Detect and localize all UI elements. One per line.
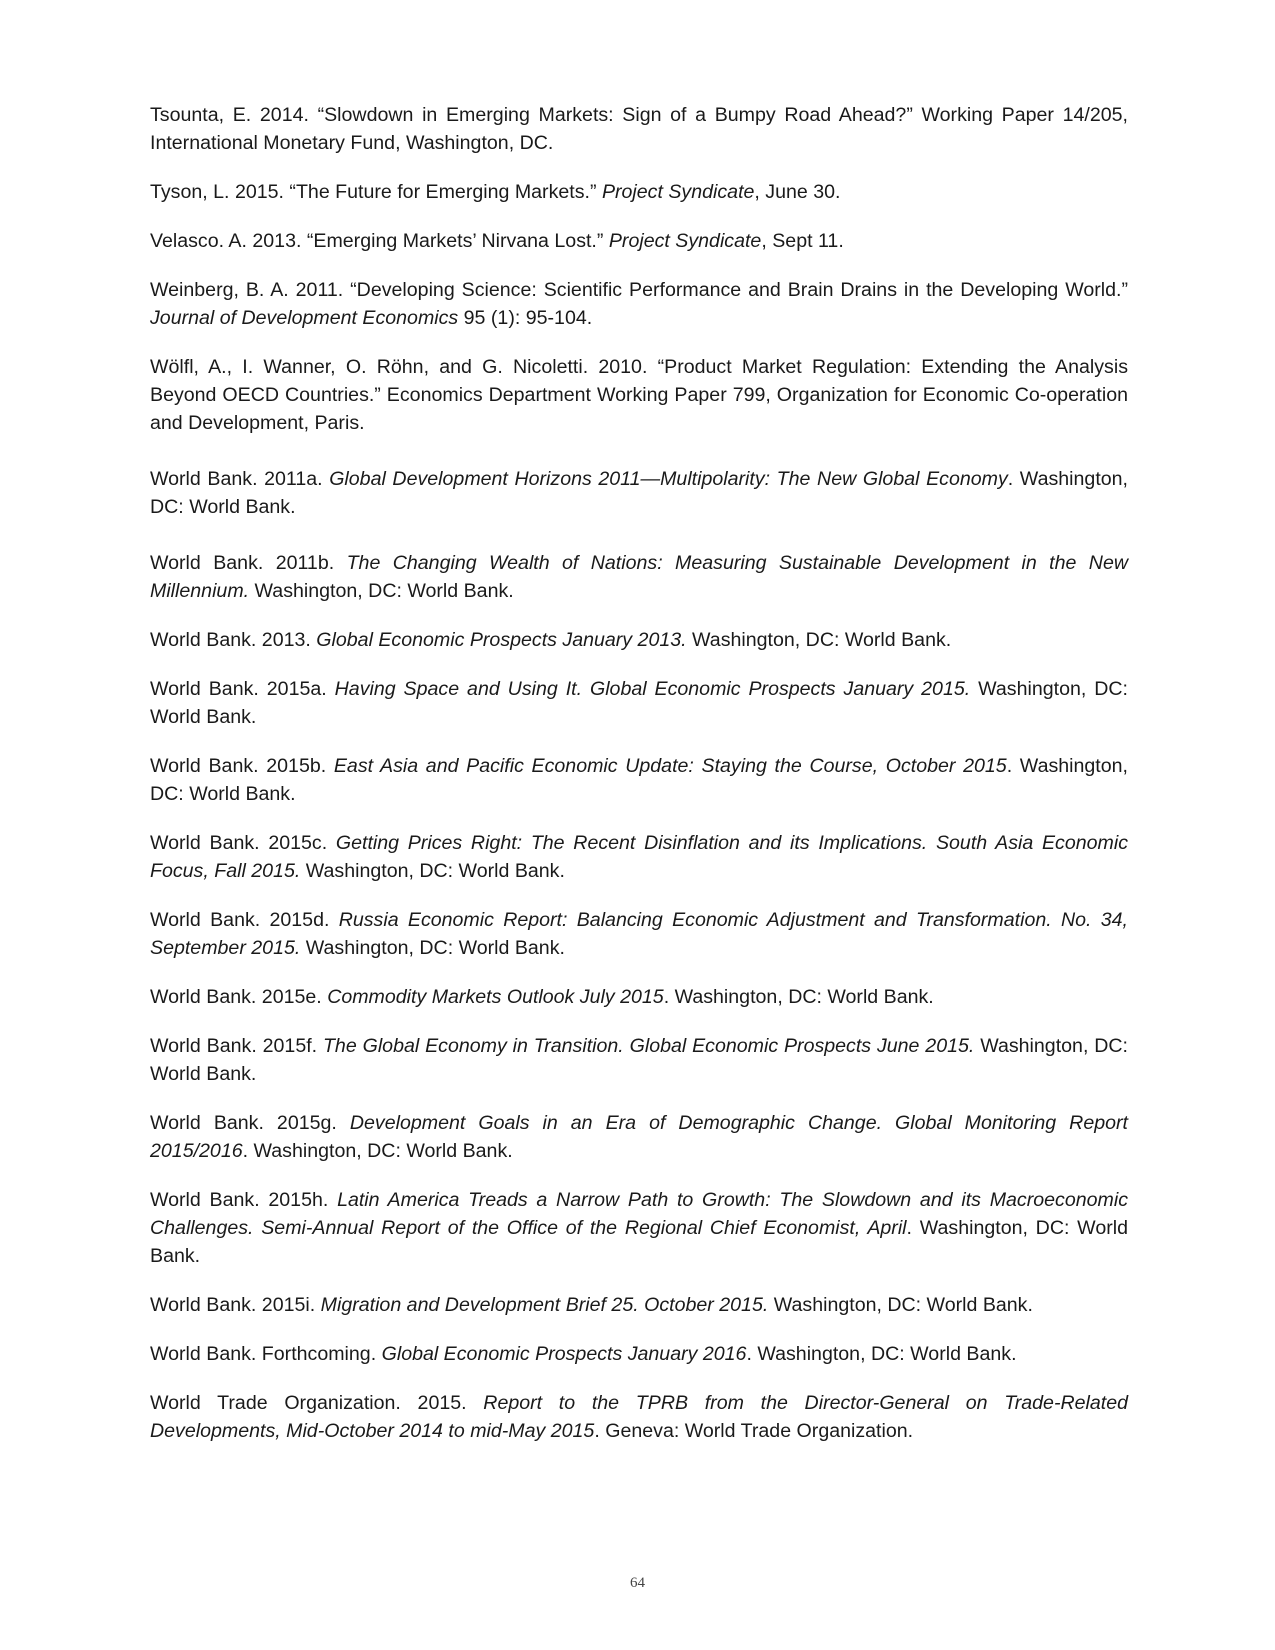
reference-entry <box>150 1186 1128 1270</box>
reference-text: Tsounta, E. 2014. “Slowdown in Emerging Markets: Sign of a Bumpy Road Ahead?” Working Paper 14/205, International Monetary Fund, Washington, DC. <box>150 104 1128 154</box>
reference-title-italic: Global Economic Prospects January 2013. <box>316 629 687 651</box>
reference-entry <box>150 626 1128 654</box>
reference-title-italic: Global Economic Prospects January 2016 <box>381 1343 747 1365</box>
reference-title-italic: Project Syndicate <box>601 181 755 203</box>
reference-entry <box>150 465 1128 521</box>
reference-entry <box>150 1389 1128 1445</box>
reference-title-italic: The Changing Wealth of Nations: Measuring Sustainable Development in the New Millennium. <box>150 552 1128 602</box>
reference-text: Tyson, L. 2015. “The Future for Emerging Markets.” <box>150 181 602 203</box>
reference-title-italic: Latin America Treads a Narrow Path to Growth: The Slowdown and its Macroeconomic Challenges. Semi-Annual Report of the Office of the Regional Chief Economist, April <box>150 1189 1128 1239</box>
reference-text: World Bank. 2015a. <box>150 678 335 700</box>
reference-title-italic: Migration and Development Brief 25. October 2015. <box>320 1294 769 1316</box>
reference-title-italic: Commodity Markets Outlook July 2015 <box>327 986 664 1008</box>
reference-text: . Washington, DC: World Bank. <box>150 468 1128 518</box>
reference-entry <box>150 1340 1128 1368</box>
reference-text: World Bank. 2015e. <box>150 986 328 1008</box>
reference-text: World Bank. 2013. <box>150 629 317 651</box>
reference-entry <box>150 1109 1128 1165</box>
reference-title-italic: East Asia and Pacific Economic Update: Staying the Course, October 2015 <box>333 755 1007 777</box>
reference-text: World Bank. 2015h. <box>150 1189 338 1211</box>
reference-title-italic: Project Syndicate <box>608 230 762 252</box>
reference-text: Wölfl, A., I. Wanner, O. Röhn, and G. Nicoletti. 2010. “Product Market Regulation: Extending the Analysis Beyond OECD Countries.” Economics Department Working Paper 799, Organization for Economic Co-operation and Development, Paris. <box>150 356 1128 434</box>
reference-text: Washington, DC: World Bank. <box>300 937 565 959</box>
reference-entry <box>150 1032 1128 1088</box>
reference-entry <box>150 983 1128 1011</box>
reference-text: . Washington, DC: World Bank. <box>150 755 1128 805</box>
reference-text: , Sept 11. <box>761 230 844 252</box>
reference-text: World Bank. 2015b. <box>150 755 334 777</box>
reference-entry <box>150 178 1128 206</box>
reference-entry <box>150 1291 1128 1319</box>
reference-text: World Trade Organization. 2015. <box>150 1392 484 1414</box>
reference-entry <box>150 752 1128 808</box>
reference-entry <box>150 227 1128 255</box>
reference-entry <box>150 549 1128 605</box>
reference-text: World Bank. 2015d. <box>150 909 339 931</box>
reference-title-italic: Having Space and Using It. Global Economic Prospects January 2015. <box>334 678 971 700</box>
reference-text: World Bank. 2015c. <box>150 832 336 854</box>
reference-text: . Washington, DC: World Bank. <box>663 986 934 1008</box>
reference-text: Washington, DC: World Bank. <box>150 678 1128 728</box>
reference-title-italic: Development Goals in an Era of Demographic Change. Global Monitoring Report 2015/2016 <box>150 1112 1128 1162</box>
reference-text: Velasco. A. 2013. “Emerging Markets’ Nirvana Lost.” <box>150 230 609 252</box>
reference-text: World Bank. 2011b. <box>150 552 347 574</box>
reference-text: . Washington, DC: World Bank. <box>150 1217 1128 1267</box>
reference-entry <box>150 675 1128 731</box>
reference-entry <box>150 276 1128 332</box>
reference-text: Washington, DC: World Bank. <box>249 580 514 602</box>
reference-text: Washington, DC: World Bank. <box>686 629 952 651</box>
reference-entry <box>150 353 1128 437</box>
reference-text: World Bank. Forthcoming. <box>150 1343 382 1365</box>
reference-text: . Geneva: World Trade Organization. <box>594 1420 914 1442</box>
reference-text: World Bank. 2015f. <box>150 1035 323 1057</box>
reference-text: 95 (1): 95-104. <box>458 307 593 329</box>
reference-text: Washington, DC: World Bank. <box>150 1035 1128 1085</box>
reference-title-italic: Report to the TPRB from the Director-General on Trade-Related Developments, Mid-October 2014 to mid-May 2015 <box>150 1392 1129 1442</box>
reference-entry <box>150 829 1128 885</box>
reference-text: Washington, DC: World Bank. <box>768 1294 1033 1316</box>
reference-list <box>150 101 1128 1466</box>
reference-title-italic: Journal of Development Economics <box>150 307 459 329</box>
reference-text: . Washington, DC: World Bank. <box>746 1343 1017 1365</box>
reference-text: World Bank. 2015i. <box>150 1294 321 1316</box>
reference-text: Weinberg, B. A. 2011. “Developing Science: Scientific Performance and Brain Drains in the Developing World.” <box>150 279 1128 301</box>
reference-title-italic: Global Development Horizons 2011—Multipolarity: The New Global Economy <box>329 468 1008 490</box>
reference-entry <box>150 101 1128 157</box>
reference-title-italic: Getting Prices Right: The Recent Disinflation and its Implications. South Asia Economic Focus, Fall 2015. <box>150 832 1128 882</box>
reference-text: World Bank. 2011a. <box>150 468 330 490</box>
reference-entry <box>150 906 1128 962</box>
reference-text: World Bank. 2015g. <box>150 1112 350 1134</box>
page-number: 64 <box>630 1575 645 1591</box>
reference-text: Washington, DC: World Bank. <box>300 860 565 882</box>
reference-title-italic: The Global Economy in Transition. Global Economic Prospects June 2015. <box>322 1035 975 1057</box>
reference-title-italic: Russia Economic Report: Balancing Economic Adjustment and Transformation. No. 34, September 2015. <box>150 909 1128 959</box>
reference-text: . Washington, DC: World Bank. <box>242 1140 513 1162</box>
reference-text: , June 30. <box>754 181 841 203</box>
